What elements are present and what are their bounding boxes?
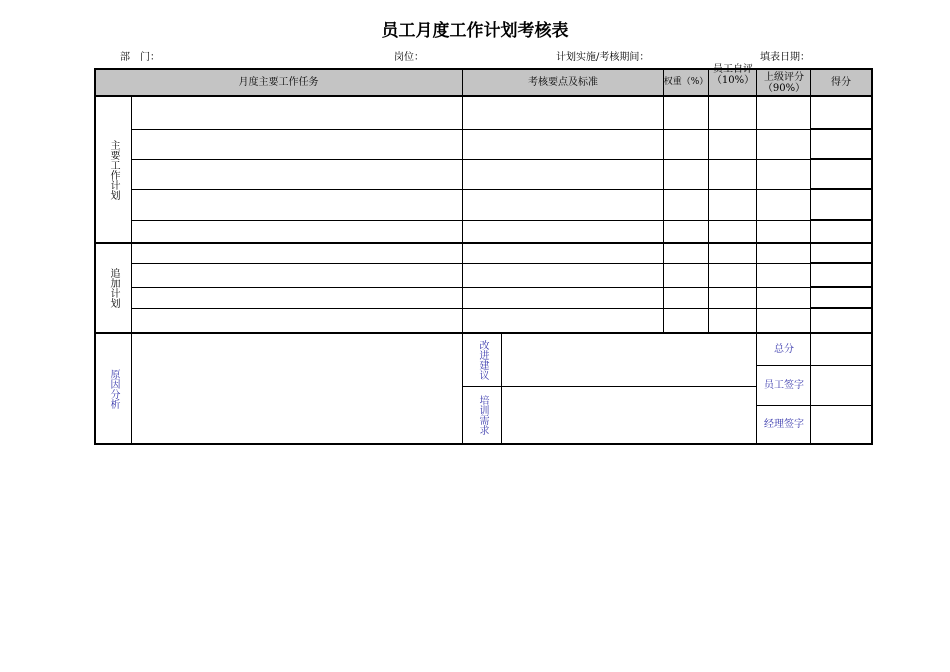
period-label: 计划实施/考核期间： (556, 52, 650, 63)
border-right (871, 68, 873, 445)
section-improvement-label: 改进建议 (477, 339, 488, 380)
col-line (131, 96, 132, 333)
col-line (708, 69, 709, 333)
section-added-plan-label: 追加计划 (108, 268, 119, 308)
col-line (462, 69, 463, 444)
department-label: 部 门： (120, 52, 160, 63)
col-line (756, 69, 757, 444)
header-superior-eval: 上级评分（90%） (762, 71, 806, 94)
header-score: 得分 (831, 77, 851, 88)
section-cause-analysis-label: 原因分析 (108, 368, 119, 409)
position-label: 岗位： (394, 52, 424, 63)
score-row-line (811, 262, 873, 264)
col-line (501, 333, 502, 444)
row-line (463, 386, 757, 387)
row-line (132, 308, 811, 309)
row-line (132, 129, 811, 130)
score-row-line (811, 188, 873, 190)
row-line (132, 220, 811, 221)
col-line (131, 333, 132, 444)
col-line (663, 69, 664, 333)
section-training-label: 培训需求 (477, 395, 488, 435)
header-standard: 考核要点及标准 (528, 77, 598, 88)
section-main-plan-label: 主要工作计划 (108, 139, 119, 200)
section-added-plan (95, 243, 132, 333)
score-row-line (811, 219, 873, 221)
header-task: 月度主要工作任务 (238, 77, 319, 88)
col-line (810, 69, 811, 444)
score-row-line (811, 307, 873, 309)
row-line (757, 365, 872, 366)
header-self-eval: （10%） (712, 75, 754, 86)
fill-date-label: 填表日期： (760, 52, 810, 63)
row-line (132, 263, 811, 264)
row-line (132, 287, 811, 288)
summary-total: 总分 (774, 344, 794, 355)
border-left (94, 68, 96, 445)
summary-employee-sign: 员工签字 (764, 380, 804, 391)
section-training (463, 386, 502, 444)
header-weight: 权重（%） (663, 77, 709, 87)
section-cause-analysis (95, 333, 132, 444)
score-row-line (811, 158, 873, 160)
row-line (757, 405, 872, 406)
page-title: 员工月度工作计划考核表 (381, 21, 569, 41)
section-improvement (463, 333, 502, 386)
section-main-plan (95, 96, 132, 243)
score-row-line (811, 286, 873, 288)
row-line (132, 189, 811, 190)
score-row-line (811, 128, 873, 130)
summary-manager-sign: 经理签字 (764, 419, 804, 430)
row-line (132, 159, 811, 160)
